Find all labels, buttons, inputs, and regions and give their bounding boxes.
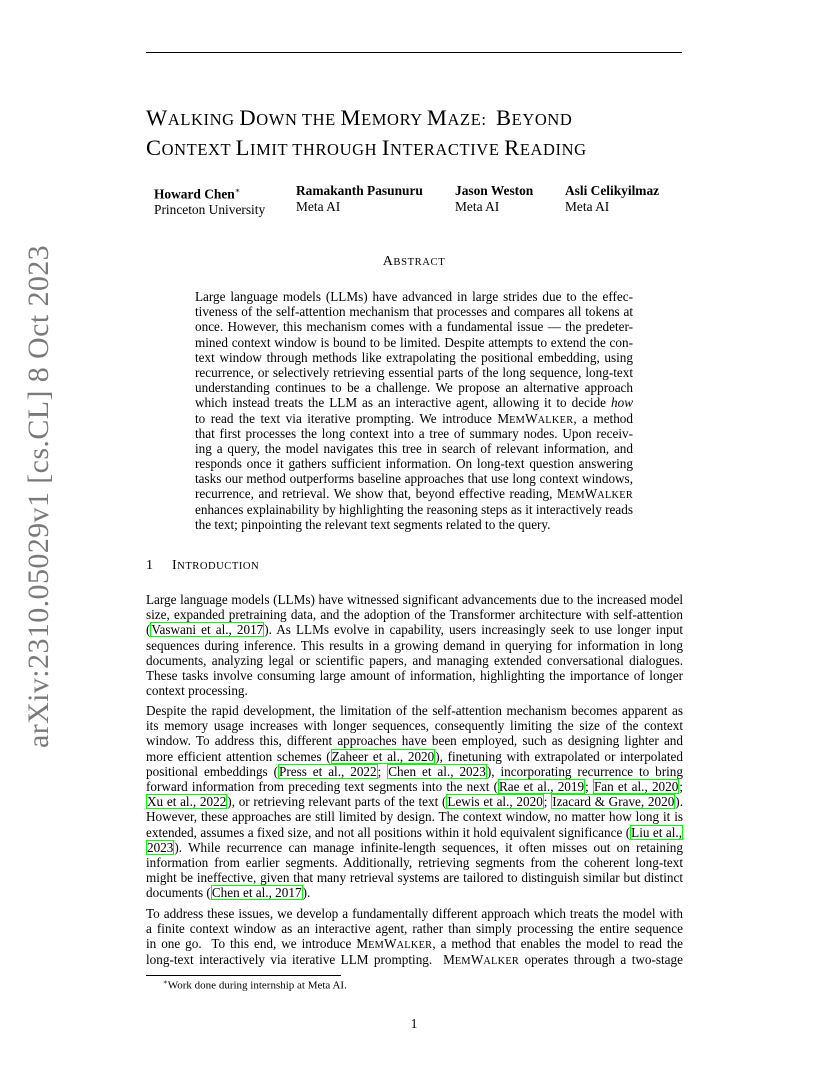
citation-liu-2023-year[interactable]: 2023 (147, 839, 174, 855)
intro-paragraph-3: To address these issues, we develop a fundamentally different approach which treats the model with a finite context window as an interactive agent, rather than simply processing the entire sequence in one go. To this end, we introduce MEMWALKER, a method that enables the model to read the long-text interactively via iterative LLM prompting. MEMWALKER operates through a two-stage (146, 906, 683, 967)
paper-title (146, 104, 686, 164)
title-line-2: CONTEXT LIMIT THROUGH INTERACTIVE READING (146, 135, 587, 160)
author-asli-celikyilmaz: Asli Celikyilmaz Meta AI (565, 183, 660, 214)
citation-chen-2023[interactable]: Chen et al., 2023 (388, 763, 486, 779)
citation-rae-2019[interactable]: Rae et al., 2019 (498, 778, 585, 794)
citation-zaheer-2020[interactable]: Zaheer et al., 2020 (331, 748, 435, 764)
author-howard-chen: Howard Chen∗ Princeton University (154, 186, 266, 218)
method-name: MEMWALKER (497, 410, 574, 426)
author-ramakanth-pasunuru: Ramakanth Pasunuru Meta AI (296, 183, 423, 214)
citation-fan-2020[interactable]: Fan et al., 2020 (593, 778, 679, 794)
method-name: MEMWALKER (557, 486, 633, 502)
citation-vaswani-2017[interactable]: Vaswani et al., 2017 (151, 622, 264, 638)
page-number: 1 (410, 1016, 418, 1031)
title-line-1: WALKING DOWN THE MEMORY MAZE: BEYOND (146, 105, 573, 130)
intro-paragraph-1: Large language models (LLMs) have witnessed significant advancements due to the increased model size, expanded pretraining data, and the adoption of the Transformer architecture with self-attention (Vaswani et al., 2017). As LLMs evolve in capability, users increasingly seek to use longer input sequences during inference. This results in a growing demand in querying for information in long documents, analyzing legal or scientific papers, and managing extended conversational dialogues. These tasks involve consuming large amount of information, highlighting the importance of longer context processing. (146, 592, 683, 699)
citation-liu-2023[interactable]: Liu et al., (631, 824, 682, 840)
citation-chen-2017[interactable]: Chen et al., 2017 (211, 885, 302, 901)
citation-izacard-grave-2020[interactable]: Izacard & Grave, 2020 (552, 794, 675, 810)
citation-press-2022[interactable]: Press et al., 2022 (279, 763, 377, 779)
top-rule (146, 52, 682, 53)
intro-paragraph-2: Despite the rapid development, the limitation of the self-attention mechanism becomes apparent as its memory usage increases with longer sequences, consequently limiting the size of the context window. To address this, different approaches have been employed, such as designing lighter and more efficient attention schemes (Zaheer et al., 2020), finetuning with extrapolated or interpolated positional embeddings (Press et al., 2022; Chen et al., 2023), incorporating recurrence to bring forward information from preceding text segments into the next (Rae et al., 2019; Fan et al., 2020; Xu et al., 2022), or retrieving relevant parts of the text (Lewis et al., 2020; Izacard & Grave, 2020). However, these approaches are still limited by design. The context window, no matter how long it is extended, assumes a fixed size, and not all positions within it hold equivalent significance (Liu et al., 2023). While recurrence can manage infinite-length sequences, it often misses out on retaining information from earlier segments. Additionally, retrieving segments from the coherent long-text might be ineffective, given that many retrieval systems are tailored to distinguish similar but distinct documents (Chen et al., 2017). (146, 703, 684, 901)
section-heading-introduction: 1 INTRODUCTION (146, 558, 260, 573)
footnote-rule (146, 975, 341, 976)
citation-lewis-2020[interactable]: Lewis et al., 2020 (447, 794, 543, 810)
citation-xu-2022[interactable]: Xu et al., 2022 (147, 794, 227, 810)
abstract-heading: ABSTRACT (382, 254, 446, 269)
author-jason-weston: Jason Weston Meta AI (455, 183, 534, 214)
method-name: MEMWALKER (356, 936, 433, 952)
footnote: ∗Work done during internship at Meta AI. (163, 978, 347, 992)
abstract-text: Large language models (LLMs) have advanced in large strides due to the effec- tiveness of the self-attention mechanism that processes and compares all tokens at once. However, this mechanism comes with a fundamental issue — the predeter- mined context window is bound to be limited. Despite attempts to extend the con- text window through methods like extrapolating the positional embedding, using recurrence, or selectively retrieving essential parts of the long sequence, long-text understanding continues to be a challenge. We propose an alternative approach which instead treats the LLM as an interactive agent, allowing it to decide how to read the text via iterative prompting. We introduce MEMWALKER, a method that first processes the long context into a tree of summary nodes. Upon receiv- ing a query, the model navigates this tree in search of relevant information, and responds once it gathers sufficient information. On long-text question answering tasks our method outperforms baseline approaches that use long context windows, recurrence, and retrieval. We show that, beyond effective reading, MEMWALKER enhances explainability by highlighting the reasoning steps as it interactively reads the text; pinpointing the relevant text segments related to the query. (195, 289, 634, 532)
method-name: MEMWALKER (443, 951, 520, 967)
